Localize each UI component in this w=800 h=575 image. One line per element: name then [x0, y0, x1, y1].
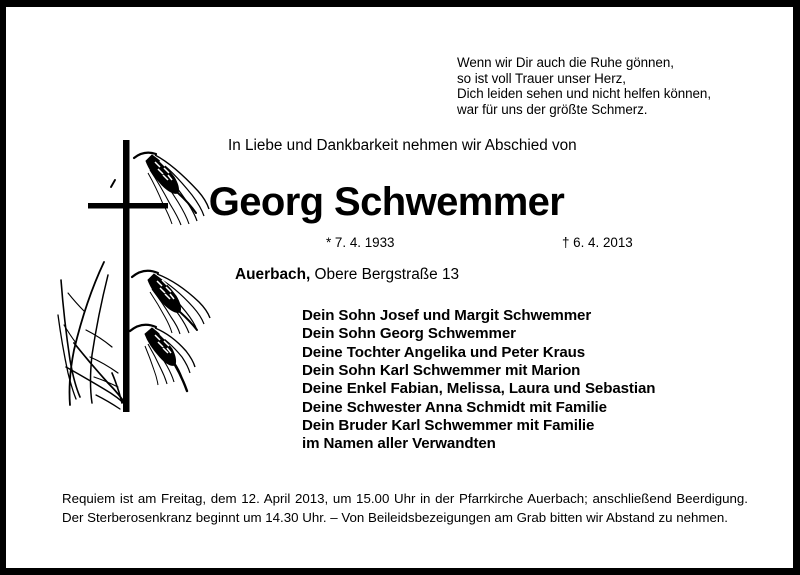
- survivor-line: Dein Sohn Georg Schwemmer: [302, 325, 516, 343]
- funeral-service-info-text: Requiem ist am Freitag, dem 12. April 2013, um 15.00 Uhr in der Pfarrkirche Auerbach; anschließend Beerdigung. Der Sterberosenkranz beginnt um 14.30 Uhr. – Von Beileidsbezeigungen am Grab bitten wir Abstand zu nehmen.: [62, 491, 748, 525]
- deceased-name: Georg Schwemmer: [208, 180, 565, 224]
- cross-with-wheat-illustration: [56, 125, 226, 425]
- survivors-list: [302, 307, 655, 454]
- grass-stalks: [58, 262, 128, 409]
- funeral-service-info: [62, 490, 748, 527]
- address-street: Obere Bergstraße 13: [314, 266, 460, 283]
- survivor-line: Deine Tochter Angelika und Peter Kraus: [302, 343, 586, 361]
- death-date: † 6. 4. 2013: [562, 235, 633, 250]
- poem-line: so ist voll Trauer unser Herz,: [457, 70, 626, 86]
- address-line: [235, 265, 459, 285]
- address-city: Auerbach,: [235, 266, 311, 283]
- birth-date: * 7. 4. 1933: [326, 235, 395, 250]
- life-dates: [6, 234, 793, 252]
- memorial-poem: [457, 55, 711, 117]
- poem-line: Dich leiden sehen und nicht helfen können,: [457, 86, 711, 102]
- survivor-line: Deine Enkel Fabian, Melissa, Laura und Sebastian: [302, 380, 656, 398]
- survivor-line: Dein Sohn Karl Schwemmer mit Marion: [302, 362, 581, 380]
- farewell-lead-in-text: In Liebe und Dankbarkeit nehmen wir Abschied von: [228, 137, 577, 154]
- poem-line: war für uns der größte Schmerz.: [457, 101, 648, 117]
- survivor-line: Deine Schwester Anna Schmidt mit Familie: [302, 398, 607, 416]
- wheat-ear-bottom: [130, 325, 195, 391]
- survivor-line: Dein Bruder Karl Schwemmer mit Familie: [302, 417, 595, 435]
- survivor-line: im Namen aller Verwandten: [302, 435, 496, 453]
- cross-with-wheat-svg: [56, 125, 226, 425]
- obituary-card-inner: [6, 7, 793, 568]
- survivor-line: Dein Sohn Josef und Margit Schwemmer: [302, 307, 592, 324]
- poem-line: Wenn wir Dir auch die Ruhe gönnen,: [457, 55, 674, 70]
